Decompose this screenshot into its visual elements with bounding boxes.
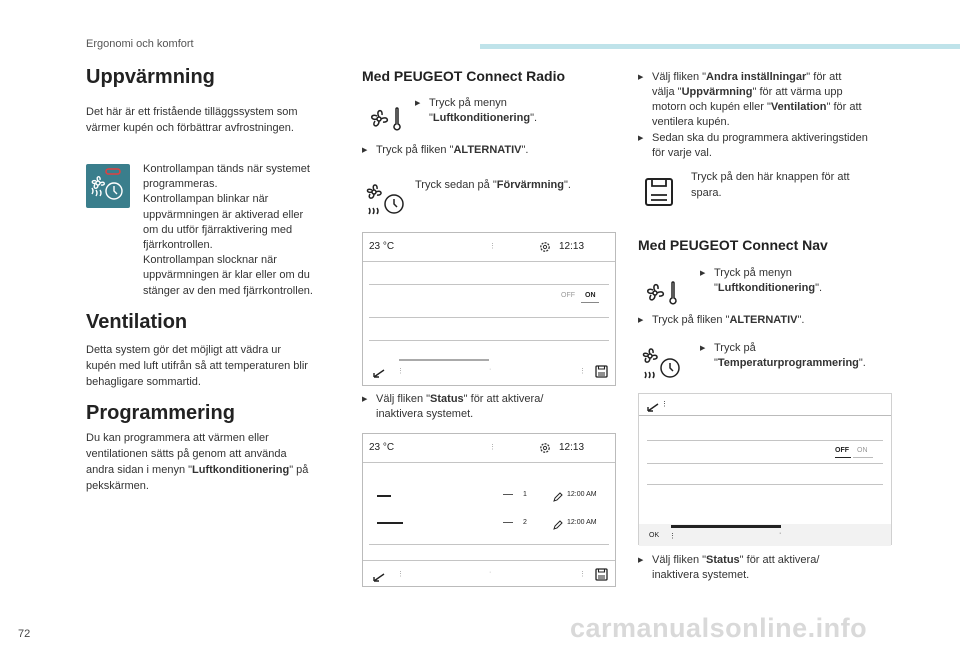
screen-divider-dots: ⋮ — [661, 401, 668, 408]
program-bar — [377, 495, 391, 497]
other-settings-step: ▶ Välj fliken "Andra inställningar" för att välja "Uppvärmning" för att värma upp motorn och kupén eller "Ventilation" för att ventilera kupén. — [638, 70, 862, 130]
nav-step4: ▶ Välj fliken "Status" för att aktivera/ inaktivera systemet. — [638, 553, 819, 583]
screen-line — [647, 484, 883, 485]
nav-status-screen — [638, 393, 892, 545]
heading-ventilation: Ventilation — [86, 311, 188, 333]
screen-dot: · — [489, 366, 492, 373]
radio-step1: ▶ Tryck på menyn "Luftkonditionering". — [415, 96, 537, 126]
screen-line — [369, 284, 609, 285]
gear-icon[interactable] — [539, 441, 551, 453]
screen-divider-dots: ⋮ — [579, 571, 586, 578]
save-icon — [644, 177, 674, 212]
heading-connect-radio: Med PEUGEOT Connect Radio — [362, 68, 566, 84]
fan-thermometer-icon — [644, 279, 682, 312]
pencil-icon[interactable] — [553, 517, 563, 535]
screen-dot: · — [489, 569, 492, 576]
screen-line — [639, 415, 891, 416]
gear-icon[interactable] — [539, 240, 551, 252]
nav-step2: ▶ Tryck på fliken "ALTERNATIV". — [638, 313, 804, 328]
ok-button[interactable]: OK — [649, 532, 660, 539]
row-number: 1 — [523, 491, 527, 498]
back-arrow-icon[interactable] — [371, 570, 385, 588]
scroll-bar[interactable] — [671, 525, 781, 528]
fan-heat-clock-icon — [640, 346, 684, 387]
radio-status-screen — [362, 232, 616, 386]
scroll-bar[interactable] — [399, 359, 489, 361]
programmering-text: Du kan programmera att värmen eller ventilationen sätts på genom att använda andra sidan i menyn "Luftkonditionering" på pekskärmen. — [86, 432, 309, 492]
row-number: 2 — [523, 519, 527, 526]
heading-connect-nav: Med PEUGEOT Connect Nav — [638, 237, 828, 253]
radio-step3: Tryck sedan på "Förvärmning". — [415, 179, 571, 191]
lamp-description: Kontrollampan tänds när systemet programmeras. Kontrollampan blinkar när uppvärmningen är aktiverad eller om du utför fjärraktivering med fjärrkontrollen. Kontrollampan slocknar när uppvärmningen är klar eller om du stänger av den med fjärrkontrollen. — [143, 163, 313, 297]
save-icon[interactable] — [595, 568, 608, 586]
ventilation-text: Detta system gör det möjligt att vädra ur kupén med luft utifrån så att temperaturen blir behagligare sommartid. — [86, 344, 308, 388]
program-row[interactable] — [363, 514, 615, 532]
screen-divider-dots: ⋮ — [669, 533, 676, 540]
screen-temperature: 23 °C — [369, 241, 395, 252]
screen-temperature: 23 °C — [369, 442, 395, 453]
save-icon[interactable] — [595, 365, 608, 383]
radio-step2: ▶ Tryck på fliken "ALTERNATIV". — [362, 143, 528, 158]
fan-thermometer-icon — [368, 105, 406, 138]
page-number: 72 — [18, 628, 31, 640]
watermark: carmanualsonline.info — [570, 613, 868, 643]
screen-divider-dots: ⋮ — [397, 368, 404, 375]
uppvarmning-intro: Det här är ett fristående tilläggssystem som värmer kupén och förbättrar avfrostningen. — [86, 106, 298, 134]
screen-divider-dots: ⋮ — [397, 571, 404, 578]
screen-divider-dots: ⋮ — [489, 444, 496, 451]
heading-programmering: Programmering — [86, 402, 235, 424]
program-row[interactable] — [363, 486, 615, 504]
save-instruction: Tryck på den här knappen för att spara. — [691, 171, 850, 199]
heater-timer-icon — [86, 164, 130, 208]
screen-divider-dots: ⋮ — [579, 368, 586, 375]
status-toggle[interactable]: OFF ON — [835, 446, 875, 458]
status-toggle[interactable]: OFF ON — [561, 291, 601, 303]
program-bar — [377, 522, 403, 524]
radio-program-screen — [362, 433, 616, 587]
screen-line — [369, 544, 609, 545]
screen-divider-dots: ⋮ — [489, 243, 496, 250]
row-dash — [503, 522, 513, 523]
screen-line — [363, 560, 615, 561]
screen-line — [363, 261, 615, 262]
row-clock: 12:00 AM — [567, 519, 597, 526]
fan-heat-clock-icon — [364, 182, 408, 223]
screen-line — [363, 462, 615, 463]
nav-step3: ▶ Tryck på "Temperaturprogrammering". — [700, 341, 866, 371]
row-dash — [503, 494, 513, 495]
program-time-step: ▶ Sedan ska du programmera aktiveringstiden för varje val. — [638, 131, 868, 161]
header-bar — [480, 44, 960, 49]
back-arrow-icon[interactable] — [371, 366, 385, 384]
row-clock: 12:00 AM — [567, 491, 597, 498]
screen-dot: · — [779, 530, 782, 537]
screen-line — [369, 340, 609, 341]
screen-line — [647, 440, 883, 441]
screen-line — [647, 463, 883, 464]
screen-time: 12:13 — [559, 241, 585, 252]
pencil-icon[interactable] — [553, 489, 563, 507]
screen-time: 12:13 — [559, 442, 585, 453]
screen-line — [369, 317, 609, 318]
heading-uppvarmning: Uppvärmning — [86, 66, 215, 88]
section-header: Ergonomi och komfort — [86, 38, 194, 50]
radio-step4: ▶ Välj fliken "Status" för att aktivera/ inaktivera systemet. — [362, 392, 543, 422]
nav-step1: ▶ Tryck på menyn "Luftkonditionering". — [700, 266, 822, 296]
